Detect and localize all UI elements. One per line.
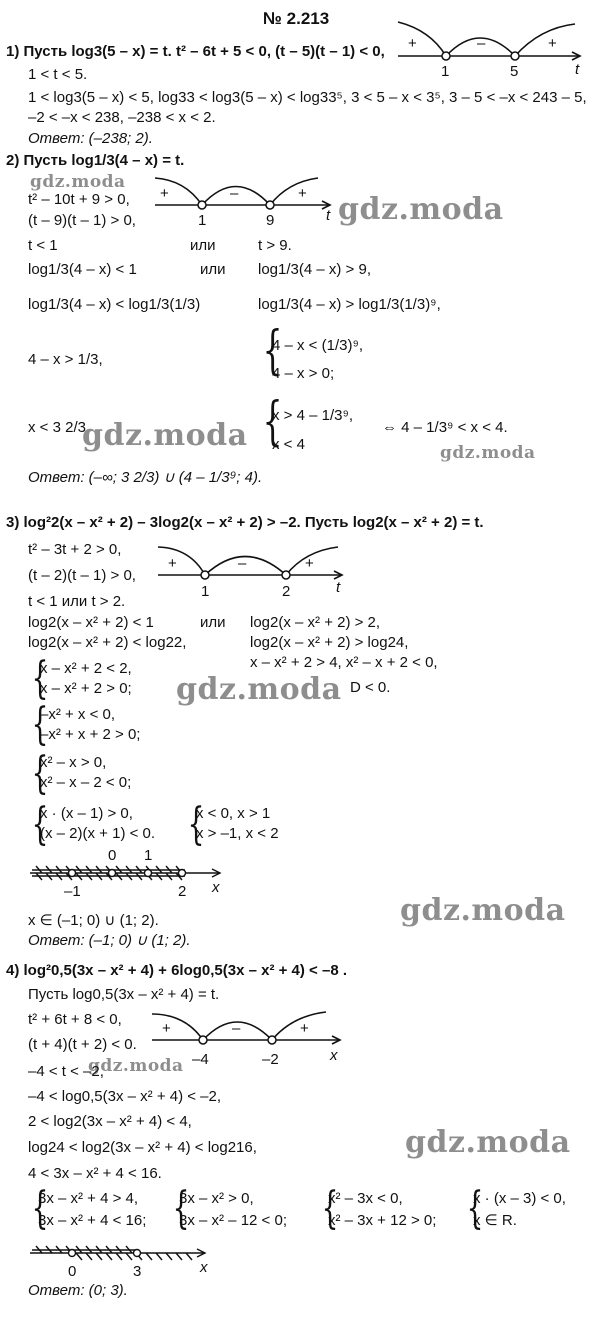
part4-axis-var: x (330, 1047, 338, 1064)
part3-answer: Ответ: (–1; 0) ∪ (1; 2). (28, 932, 191, 949)
part2-head: 2) Пусть log1/3(4 – x) = t. (6, 152, 185, 169)
part1-point-1: 1 (441, 63, 450, 80)
part1-head: 1) Пусть log3(5 – x) = t. t² – 6t + 5 < 0, (t – 5)(t – 1) < 0, (6, 43, 385, 60)
part3-line6b: x – x² + 2 > 4, x² – x + 2 < 0, (250, 654, 438, 671)
part3-sys2-b: –x² + x + 2 > 0; (40, 726, 141, 743)
part4-sign-plus-right: + (300, 1020, 309, 1037)
part4-sysC-2: x² – 3x + 12 > 0; (328, 1212, 437, 1229)
part4-point-minus2: –2 (262, 1051, 279, 1068)
part4-sysA-brace: { (31, 1183, 49, 1234)
part2-or-2: или (200, 261, 226, 278)
part3-line3: t < 1 или t > 2. (28, 593, 126, 610)
part1-line2: 1 < t < 5. (28, 66, 88, 83)
part4-sysC-brace: { (321, 1183, 339, 1234)
part4-sysD-2: x ∈ R. (473, 1212, 517, 1229)
part3-or: или (200, 614, 226, 631)
part4-line3: (t + 4)(t + 2) < 0. (28, 1036, 137, 1053)
watermark-big-1: gdz.moda (338, 192, 504, 227)
part4-line7: log24 < log2(3x – x² + 4) < log216, (28, 1139, 257, 1156)
part3-sys3-a: x² – x > 0, (40, 754, 107, 771)
part3-line5b: log2(x – x² + 2) > log24, (250, 634, 409, 651)
part3-sys5-a: x < 0, x > 1 (196, 805, 271, 822)
part3-sys1-a: x – x² + 2 < 2, (40, 660, 132, 677)
part2-line1: t² – 10t + 9 > 0, (28, 191, 130, 208)
part3-axis-var: t (336, 579, 341, 596)
part3-sys2-brace: { (31, 699, 49, 750)
part4-sysB-brace: { (172, 1183, 190, 1234)
part2-or-1: или (190, 237, 216, 254)
part2-line3b: t > 9. (258, 237, 292, 254)
part3-axis-bottom-2: 2 (178, 883, 187, 900)
part2-system2-a: x > 4 – 1/3⁹, (272, 407, 354, 424)
part2-sign-minus: – (230, 185, 239, 202)
part3-line1: t² – 3t + 2 > 0, (28, 541, 122, 558)
part3-sign-plus-right: + (305, 555, 314, 572)
part2-sign-plus-left: + (160, 185, 169, 202)
part4-line5: –4 < log0,5(3x – x² + 4) < –2, (28, 1088, 222, 1105)
part3-sys5-b: x > –1, x < 2 (196, 825, 279, 842)
part2-point-9: 9 (266, 212, 275, 229)
part3-sys3-brace: { (31, 748, 49, 799)
part3-line7b: D < 0. (350, 679, 391, 696)
part2-system2-b: x < 4 (272, 436, 305, 453)
watermark-small-1: gdz.moda (30, 172, 126, 192)
part1-point-5: 5 (510, 63, 519, 80)
part4-line2: t² + 6t + 8 < 0, (28, 1011, 122, 1028)
part3-result: x ∈ (–1; 0) ∪ (1; 2). (28, 912, 159, 929)
part4-point-minus4: –4 (192, 1051, 209, 1068)
part3-line5a: log2(x – x² + 2) < log22, (28, 634, 187, 651)
part4-line1: Пусть log0,5(3x – x² + 4) = t. (28, 986, 220, 1003)
part3-sys1-brace: { (31, 653, 49, 704)
part2-line4b: log1/3(4 – x) > 9, (258, 261, 371, 278)
problem-number: № 2.213 (263, 9, 330, 28)
part4-sign-minus: – (232, 1020, 241, 1037)
part4-sysA-2: 3x – x² + 4 < 16; (38, 1212, 147, 1229)
part2-line6a: 4 – x > 1/3, (28, 351, 103, 368)
part2-line5a: log1/3(4 – x) < log1/3(1/3) (28, 296, 201, 313)
part4-line4: –4 < t < –2, (28, 1063, 104, 1080)
part2-line7a: x < 3 2/3 (28, 419, 86, 436)
part4-sysA-1: 3x – x² + 4 > 4, (38, 1190, 139, 1207)
part3-point-2: 2 (282, 583, 291, 600)
part4-head: 4) log²0,5(3x – x² + 4) + 6log0,5(3x – x² + 4) < –8 . (6, 962, 347, 979)
part4-axis-var-2: x (200, 1259, 208, 1276)
part2-system1-b: 4 – x > 0; (272, 365, 335, 382)
part3-sys3-b: x² – x – 2 < 0; (40, 774, 132, 791)
watermark-big-4: gdz.moda (400, 893, 566, 928)
part1-sign-plus-right: + (548, 35, 557, 52)
part2-line3a: t < 1 (28, 237, 58, 254)
part3-sys4-b: (x – 2)(x + 1) < 0. (40, 825, 156, 842)
part4-axis-bottom-0: 0 (68, 1263, 77, 1280)
part4-answer: Ответ: (0; 3). (28, 1282, 128, 1299)
part3-axis-bottom-minus1: –1 (64, 883, 81, 900)
part4-sign-plus-left: + (162, 1020, 171, 1037)
part1-sign-minus: – (477, 35, 486, 52)
part4-sysC-1: x² – 3x < 0, (328, 1190, 403, 1207)
part3-axis-top-1: 1 (144, 847, 153, 864)
part4-axis-bottom-3: 3 (133, 1263, 142, 1280)
part3-head: 3) log²2(x – x² + 2) – 3log2(x – x² + 2) > –2. Пусть log2(x – x² + 2) = t. (6, 514, 484, 531)
part2-point-1: 1 (198, 212, 207, 229)
part3-axis-top-0: 0 (108, 847, 117, 864)
watermark-small-3: gdz.moda (88, 1056, 184, 1076)
part1-line4: –2 < –x < 238, –238 < x < 2. (28, 109, 216, 126)
part3-line4b: log2(x – x² + 2) > 2, (250, 614, 381, 631)
part2-line4a: log1/3(4 – x) < 1 (28, 261, 137, 278)
part3-sys2-a: –x² + x < 0, (40, 706, 116, 723)
part4-line8: 4 < 3x – x² + 4 < 16. (28, 1165, 162, 1182)
part2-line2: (t – 9)(t – 1) > 0, (28, 212, 136, 229)
part4-sysD-1: x · (x – 3) < 0, (473, 1190, 566, 1207)
part3-axis-var: x (212, 879, 220, 896)
part2-axis-var: t (326, 207, 331, 224)
watermark-big-5: gdz.moda (405, 1125, 571, 1160)
part4-sysD-brace: { (466, 1183, 484, 1234)
part2-system1-a: 4 – x < (1/3)⁹, (272, 337, 364, 354)
part4-sysB-2: 3x – x² – 12 < 0; (179, 1212, 287, 1229)
watermark-big-3: gdz.moda (176, 672, 342, 707)
part1-line3: 1 < log3(5 – x) < 5, log33 < log3(5 – x) < log33⁵, 3 < 5 – x < 3⁵, 3 – 5 < –x < 243 – 5, (28, 89, 587, 106)
part3-sys4-a: x · (x – 1) > 0, (40, 805, 133, 822)
part3-sys1-b: x – x² + 2 > 0; (40, 680, 132, 697)
part4-line6: 2 < log2(3x – x² + 4) < 4, (28, 1113, 192, 1130)
part3-sys4-brace: { (31, 799, 49, 850)
part2-system1-brace: { (262, 321, 283, 381)
part2-system2-brace: { (262, 392, 283, 452)
watermark-small-2: gdz.moda (440, 443, 536, 463)
part1-axis-var: t (575, 61, 580, 78)
part1-answer: Ответ: (–238; 2). (28, 130, 153, 147)
part1-sign-plus-left: + (408, 35, 417, 52)
part2-line5b: log1/3(4 – x) > log1/3(1/3)⁹, (258, 296, 441, 313)
watermark-big-2: gdz.moda (82, 418, 248, 453)
part2-answer: Ответ: (–∞; 3 2/3) ∪ (4 – 1/3⁹; 4). (28, 469, 263, 486)
part3-sign-plus-left: + (168, 555, 177, 572)
part3-sys5-brace: { (187, 799, 205, 850)
part3-line4a: log2(x – x² + 2) < 1 (28, 614, 154, 631)
part2-line7c: ⇔ 4 – 1/3⁹ < x < 4. (382, 419, 508, 436)
part3-sign-minus: – (238, 555, 247, 572)
part2-sign-plus-right: + (298, 185, 307, 202)
part4-sysB-1: 3x – x² > 0, (179, 1190, 254, 1207)
part3-line2: (t – 2)(t – 1) > 0, (28, 567, 136, 584)
part3-point-1: 1 (201, 583, 210, 600)
